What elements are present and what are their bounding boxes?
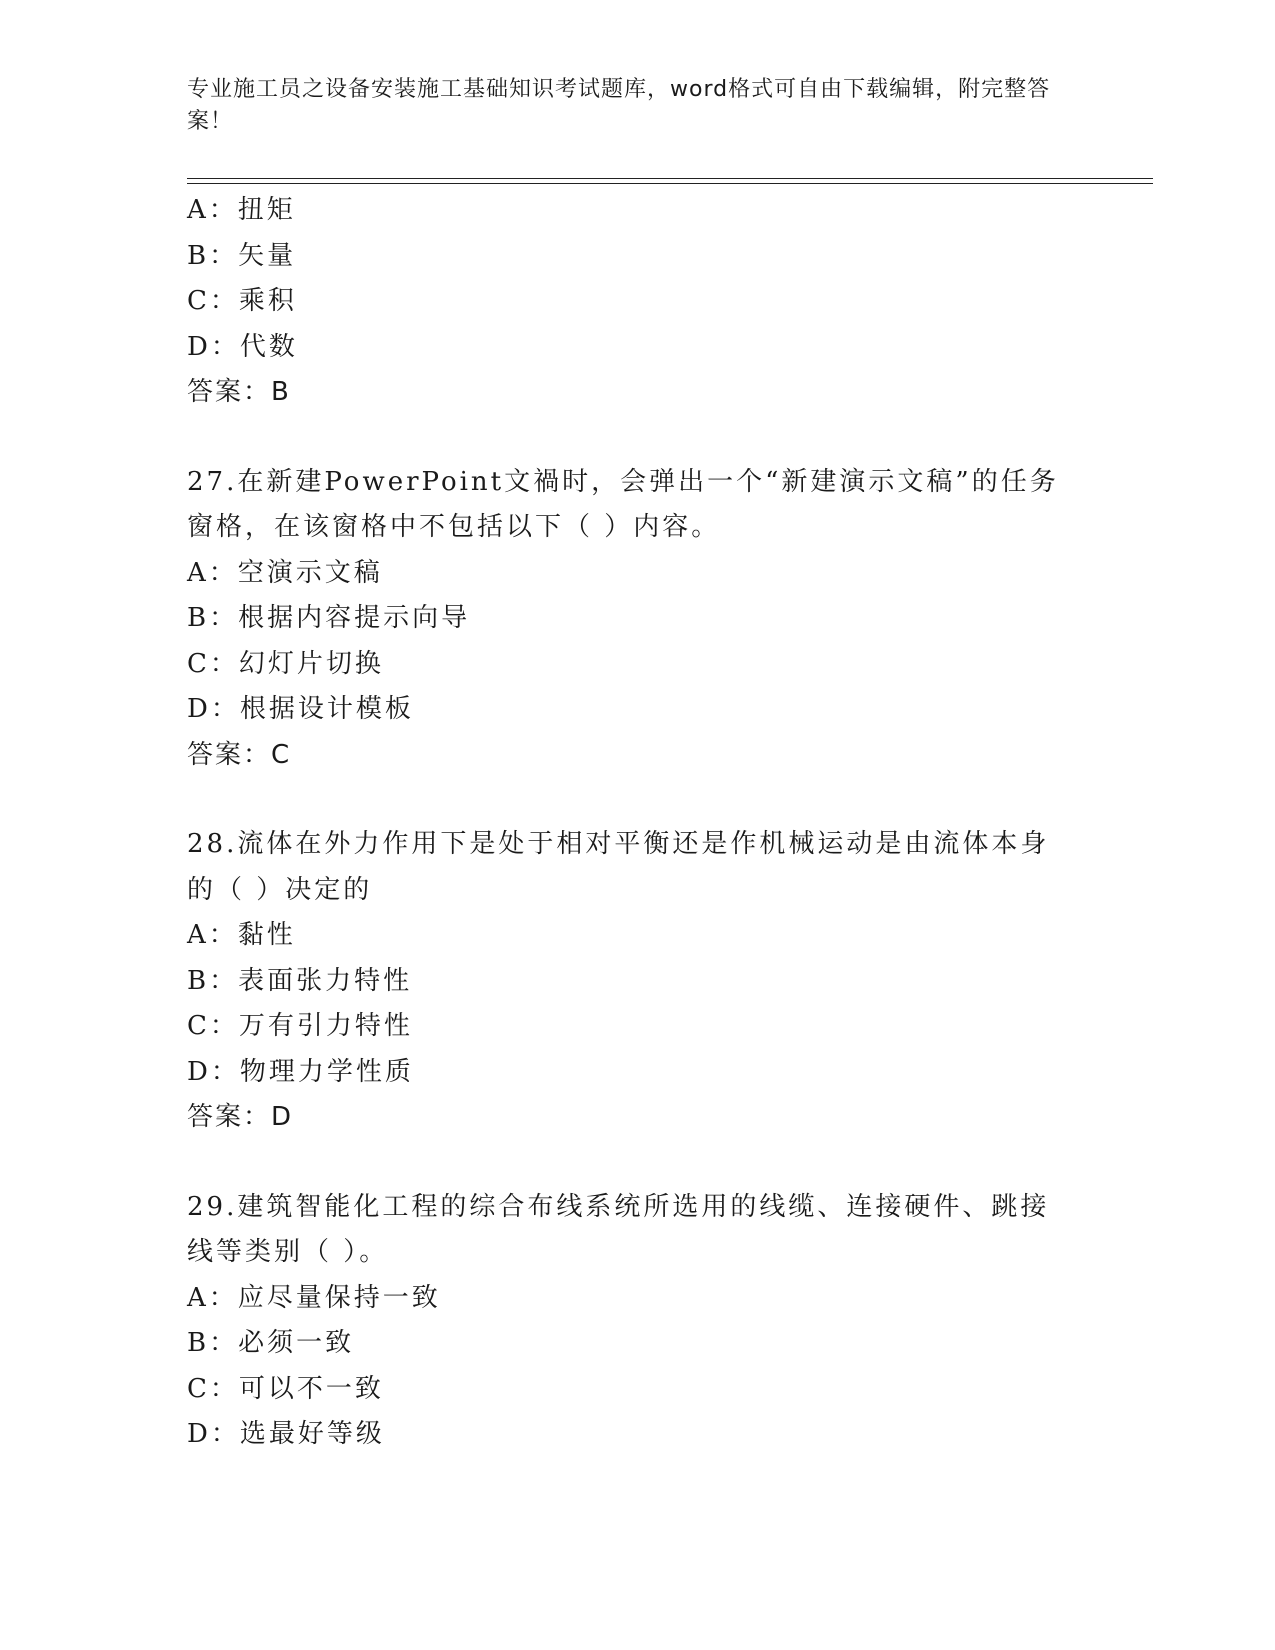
- option-d: D：选最好等级: [187, 1419, 385, 1449]
- document-header: 专业施工员之设备安装施工基础知识考试题库，word格式可自由下载编辑，附完整答案！: [187, 77, 1051, 134]
- answer-line: 答案：B: [187, 377, 291, 407]
- option-a: A：应尽量保持一致: [187, 1282, 441, 1313]
- option-b: B：矢量: [187, 240, 297, 271]
- option-a: A：空演示文稿: [187, 557, 383, 588]
- answer-line: 答案：C: [187, 739, 292, 770]
- question-28-block: [187, 822, 1087, 1141]
- question-29-block: [187, 1185, 1087, 1458]
- option-d: D：代数: [187, 331, 298, 362]
- option-a: A：扭矩: [187, 195, 296, 225]
- option-d: D：物理力学性质: [187, 1056, 414, 1087]
- header-divider: [187, 178, 1153, 184]
- option-b: B：表面张力特性: [187, 965, 413, 996]
- question-list: [187, 188, 1087, 1458]
- option-c: C：万有引力特性: [187, 1011, 413, 1041]
- option-c: C：乘积: [187, 286, 297, 316]
- option-a: A：黏性: [187, 920, 296, 950]
- question-26-block: [187, 188, 1087, 416]
- option-d: D：根据设计模板: [187, 694, 414, 724]
- question-text: 27.在新建PowerPoint文禍时，会弹出一个“新建演示文稿”的任务窗格，在该窗格中不包括以下（ ）内容。: [187, 466, 1059, 542]
- question-text: 28.流体在外力作用下是处于相对平衡还是作机械运动是由流体本身的（ ）决定的: [187, 829, 1050, 905]
- answer-line: 答案：D: [187, 1102, 294, 1132]
- option-c: C：幻灯片切换: [187, 648, 384, 679]
- question-27-block: [187, 460, 1087, 779]
- option-b: B：必须一致: [187, 1328, 355, 1358]
- option-c: C：可以不一致: [187, 1373, 384, 1404]
- option-b: B：根据内容提示向导: [187, 603, 471, 633]
- question-text: 29.建筑智能化工程的综合布线系统所选用的线缆、连接硬件、跳接线等类别（ ）。: [187, 1191, 1050, 1267]
